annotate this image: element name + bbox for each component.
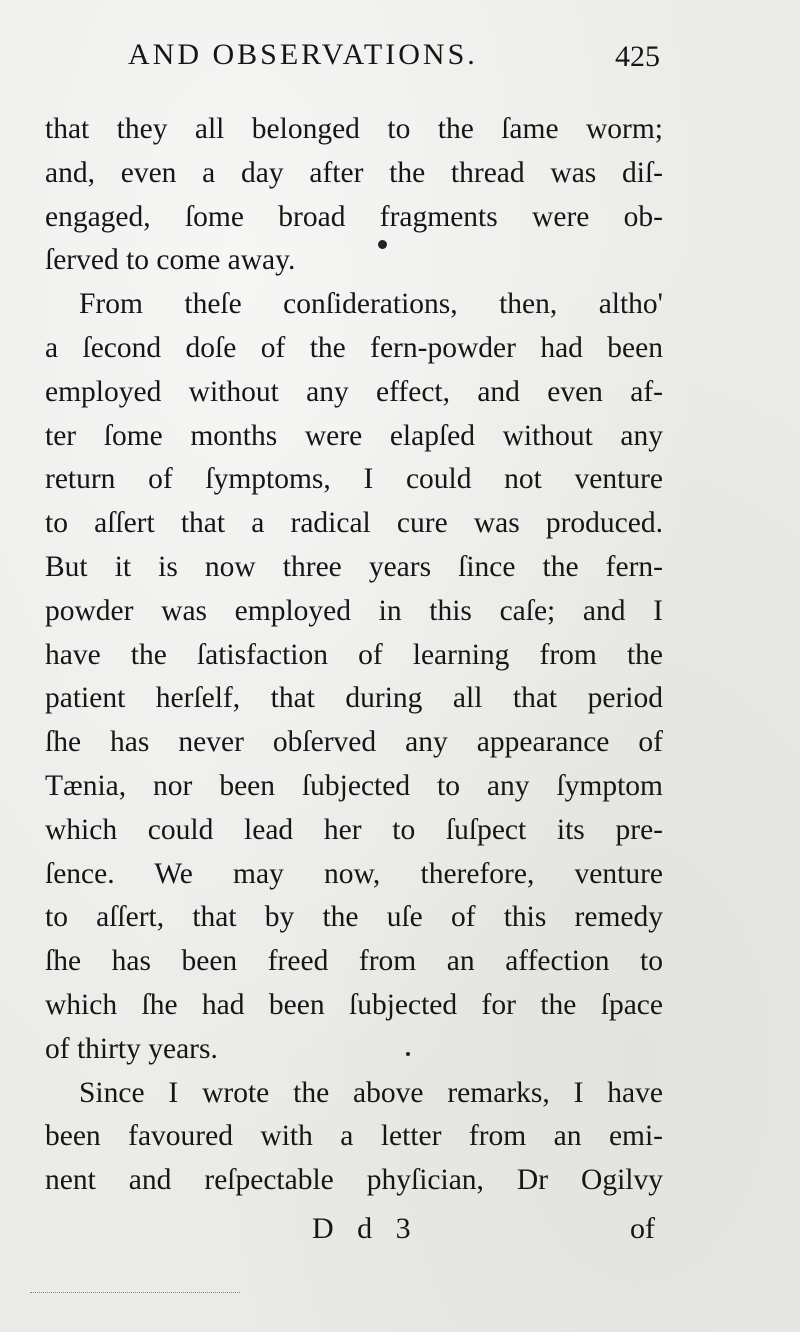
text-line: ſhe has never obſerved any appearance of	[45, 726, 663, 759]
paragraph-start-line: Since I wrote the above remarks, I have	[79, 1076, 663, 1109]
ink-speck	[406, 1052, 410, 1056]
text-line: that they all belonged to the ſame worm;	[45, 113, 663, 145]
text-line: nent and reſpectable phyſician, Dr Ogilvy	[45, 1164, 663, 1197]
ink-speck	[378, 240, 387, 249]
text-line: which could lead her to ſuſpect its pre-	[45, 813, 663, 846]
text-line: of thirty years.	[45, 1032, 218, 1065]
text-line: a ſecond doſe of the fern-powder had been	[45, 331, 663, 364]
page-number: 425	[615, 40, 660, 73]
text-line: return of ſymptoms, I could not venture	[45, 463, 663, 496]
text-line: ter ſome months were elapſed without any	[45, 419, 663, 452]
text-line: been favoured with a letter from an emi-	[45, 1120, 663, 1153]
running-head	[128, 38, 668, 78]
text-line: have the ſatisfaction of learning from the	[45, 638, 663, 671]
text-line: patient herſelf, that during all that period	[45, 682, 663, 715]
text-line: to aſſert that a radical cure was produced.	[45, 507, 663, 540]
paragraph-start-line: From theſe conſiderations, then, altho'	[79, 288, 663, 321]
text-line: ſerved to come away.	[45, 244, 296, 277]
body-text	[45, 108, 663, 1203]
text-line: employed without any effect, and even af-	[45, 375, 663, 408]
text-line: Tænia, nor been ſubjected to any ſymptom	[45, 769, 663, 802]
text-line: which ſhe had been ſubjected for the ſpace	[45, 988, 663, 1021]
text-line: ſhe has been freed from an affection to	[45, 945, 663, 978]
text-line: ſence. We may now, therefore, venture	[45, 857, 663, 890]
bottom-edge-rule	[30, 1292, 240, 1293]
text-line: But it is now three years ſince the fern-	[45, 550, 663, 583]
text-line: to aſſert, that by the uſe of this remedy	[45, 901, 663, 934]
text-line: and, even a day after the thread was diſ-	[45, 156, 663, 189]
running-head-title: AND OBSERVATIONS.	[128, 38, 478, 71]
text-line: engaged, ſome broad fragments were ob-	[45, 200, 663, 233]
text-line: powder was employed in this caſe; and I	[45, 594, 663, 627]
signature-mark: D d 3	[312, 1212, 419, 1245]
catchword: of	[630, 1212, 655, 1245]
